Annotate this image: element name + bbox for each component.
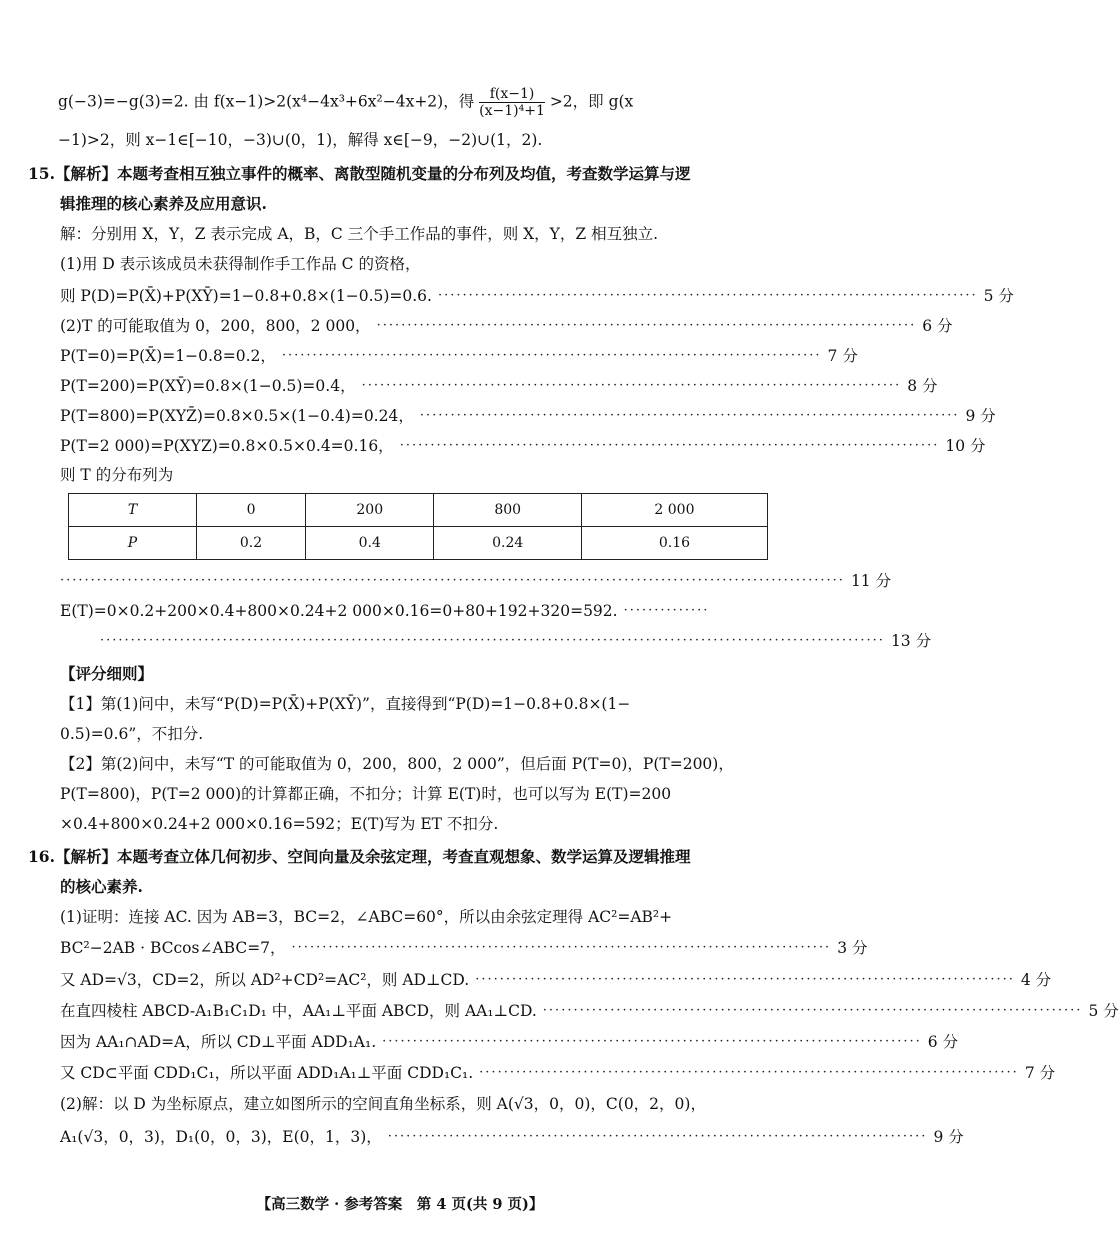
q15-heading-text: 【解析】本题考查相互独立事件的概率、离散型随机变量的分布列及均值，考查数学运算与逻 bbox=[54, 164, 691, 183]
rubric-item-1: 【1】第(1)问中，未写“P(D)=P(X̄)+P(XȲ)”，直接得到“P(D)=1−0.8+0.8×(1− bbox=[60, 695, 631, 713]
q16-step-2 bbox=[60, 935, 868, 961]
score-mark: 5 分 bbox=[1088, 1002, 1119, 1020]
leader-dots: ························································································ bbox=[376, 318, 917, 333]
q15-step-6 bbox=[60, 373, 938, 399]
rubric-item-1-cont: 0.5)=0.6”，不扣分. bbox=[60, 725, 204, 743]
table-row bbox=[69, 527, 768, 560]
leader-dots: ························································································ bbox=[361, 378, 902, 393]
score-mark: 5 分 bbox=[983, 287, 1014, 305]
table-row bbox=[69, 494, 768, 527]
table-cell: 2 000 bbox=[581, 494, 767, 527]
table-cell: 0.4 bbox=[306, 527, 434, 560]
score-mark: 9 分 bbox=[933, 1128, 964, 1146]
line-1-text: g(−3)=−g(3)=2. 由 f(x−1)>2(x⁴−4x³+6x²−4x+2)，得 bbox=[58, 92, 475, 111]
rubric-title: 【评分细则】 bbox=[60, 664, 154, 683]
leader-dots: ························································································ bbox=[419, 408, 960, 423]
q15-step-4-text: (2)T 的可能取值为 0，200，800，2 000， bbox=[60, 317, 371, 335]
q16-step-5-text: 因为 AA₁∩AD=A，所以 CD⊥平面 ADD₁A₁. bbox=[60, 1033, 377, 1051]
table-cell: 0.2 bbox=[197, 527, 306, 560]
q16-step-3 bbox=[60, 967, 1052, 993]
q16-number: 16. bbox=[28, 847, 55, 866]
leader-dots: ························································································ bbox=[475, 972, 1015, 987]
rubric-item-2-cont: P(T=800)，P(T=2 000)的计算都正确，不扣分；计算 E(T)时，也可以写为 E(T)=200 bbox=[60, 785, 672, 803]
q15-step-6-text: P(T=200)=P(XȲ)=0.8×(1−0.5)=0.4， bbox=[60, 377, 356, 395]
leader-dots: ························································································ bbox=[382, 1034, 922, 1049]
q16-heading-cont: 的核心素养. bbox=[60, 877, 143, 896]
q15-step-8 bbox=[60, 433, 986, 459]
leader-dots: ·············· bbox=[623, 603, 710, 618]
q15-heading-cont: 辑推理的核心素养及应用意识. bbox=[60, 194, 267, 213]
page-footer: 【高三数学 · 参考答案 第 4 页(共 9 页)】 bbox=[256, 1196, 544, 1213]
leader-dots: ························································································ bbox=[399, 438, 940, 453]
distribution-table bbox=[68, 493, 768, 560]
fraction-numerator: f(x−1) bbox=[479, 86, 545, 103]
q16-step-2-text: BC²−2AB · BCcos∠ABC=7， bbox=[60, 939, 286, 957]
leader-dots: ························································································ bbox=[479, 1065, 1019, 1080]
q16-step-7: (2)解：以 D 为坐标原点，建立如图所示的空间直角坐标系，则 A(√3，0，0)，C(0，2，0)， bbox=[60, 1095, 706, 1113]
leader-dots: ································································································································ bbox=[100, 633, 885, 648]
q16-step-3-text: 又 AD=√3，CD=2，所以 AD²+CD²=AC²，则 AD⊥CD. bbox=[60, 971, 470, 989]
table-header-cell: P bbox=[69, 527, 197, 560]
leader-dots: ························································································ bbox=[281, 348, 822, 363]
text-line-2: −1)>2，则 x−1∈[−10，−3)∪(0，1)，解得 x∈[−9，−2)∪(1，2). bbox=[58, 131, 543, 149]
q15-number: 15. bbox=[28, 164, 55, 183]
q15-step-4 bbox=[60, 313, 953, 339]
fraction bbox=[479, 86, 545, 119]
table-cell: 0 bbox=[197, 494, 306, 527]
score-mark: 4 分 bbox=[1020, 971, 1052, 989]
q15-step-1: 解：分别用 X，Y，Z 表示完成 A，B，C 三个手工作品的事件，则 X，Y，Z 相互独立. bbox=[60, 225, 659, 243]
q15-step-8-text: P(T=2 000)=P(XYZ)=0.8×0.5×0.4=0.16， bbox=[60, 437, 394, 455]
table-cell: 200 bbox=[306, 494, 434, 527]
table-cell: 0.24 bbox=[434, 527, 582, 560]
score-mark: 6 分 bbox=[927, 1033, 959, 1051]
rubric-item-2-cont-2: ×0.4+800×0.24+2 000×0.16=592；E(T)写为 ET 不扣分. bbox=[60, 815, 499, 833]
score-mark: 9 分 bbox=[965, 407, 996, 425]
q15-step-11-text: E(T)=0×0.2+200×0.4+800×0.24+2 000×0.16=0+80+192+320=592. bbox=[60, 602, 618, 620]
q15-step-11 bbox=[60, 598, 764, 624]
q15-step-7-text: P(T=800)=P(XYZ̄)=0.8×0.5×(1−0.4)=0.24， bbox=[60, 407, 414, 425]
q15-step-9: 则 T 的分布列为 bbox=[60, 466, 174, 484]
line-1-tail: >2，即 g(x bbox=[549, 92, 634, 111]
q16-step-1: (1)证明：连接 AC. 因为 AB=3，BC=2，∠ABC=60°，所以由余弦定理得 AC²=AB²+ bbox=[60, 908, 673, 926]
score-mark: 8 分 bbox=[907, 377, 938, 395]
score-mark: 11 分 bbox=[850, 572, 892, 590]
q15-step-3-text: 则 P(D)=P(X̄)+P(XȲ)=1−0.8+0.8×(1−0.5)=0.6. bbox=[60, 287, 432, 305]
score-mark: 7 分 bbox=[1024, 1064, 1056, 1082]
q16-step-4-text: 在直四棱柱 ABCD-A₁B₁C₁D₁ 中，AA₁⊥平面 ABCD，则 AA₁⊥CD. bbox=[60, 1002, 537, 1020]
q15-step-7 bbox=[60, 403, 996, 429]
q15-step-12 bbox=[100, 628, 932, 654]
q16-step-6 bbox=[60, 1060, 1056, 1086]
fraction-denominator: (x−1)⁴+1 bbox=[479, 103, 545, 119]
q16-step-8 bbox=[60, 1124, 964, 1150]
rubric-item-2: 【2】第(2)问中，未写“T 的可能取值为 0，200，800，2 000”，但后面 P(T=0)，P(T=200)， bbox=[60, 755, 734, 773]
q16-step-6-text: 又 CD⊂平面 CDD₁C₁，所以平面 ADD₁A₁⊥平面 CDD₁C₁. bbox=[60, 1064, 474, 1082]
q15-step-10 bbox=[60, 568, 892, 594]
score-mark: 6 分 bbox=[922, 317, 953, 335]
text-line-1 bbox=[58, 86, 764, 119]
leader-dots: ························································································ bbox=[437, 288, 978, 303]
q16-heading-text: 【解析】本题考查立体几何初步、空间向量及余弦定理，考查直观想象、数学运算及逻辑推理 bbox=[54, 847, 691, 866]
score-mark: 7 分 bbox=[827, 347, 858, 365]
leader-dots: ························································································ bbox=[291, 940, 832, 955]
table-cell: 0.16 bbox=[581, 527, 767, 560]
q15-step-3 bbox=[60, 283, 1014, 309]
table-cell: 800 bbox=[434, 494, 582, 527]
score-mark: 13 分 bbox=[890, 632, 932, 650]
leader-dots: ························································································ bbox=[542, 1003, 1083, 1018]
score-mark: 10 分 bbox=[945, 437, 986, 455]
q16-step-4 bbox=[60, 998, 1119, 1024]
leader-dots: ································································································································ bbox=[60, 573, 845, 588]
leader-dots: ························································································ bbox=[387, 1129, 928, 1144]
q15-step-5 bbox=[60, 343, 858, 369]
q15-step-2: (1)用 D 表示该成员未获得制作手工作品 C 的资格， bbox=[60, 255, 421, 273]
table-header-cell: T bbox=[69, 494, 197, 527]
score-mark: 3 分 bbox=[837, 939, 868, 957]
q15-heading bbox=[28, 162, 764, 188]
q16-heading bbox=[28, 845, 764, 871]
q16-step-8-text: A₁(√3，0，3)，D₁(0，0，3)，E(0，1，3)， bbox=[60, 1128, 382, 1146]
q15-step-5-text: P(T=0)=P(X̄)=1−0.8=0.2， bbox=[60, 347, 276, 365]
q16-step-5 bbox=[60, 1029, 959, 1055]
